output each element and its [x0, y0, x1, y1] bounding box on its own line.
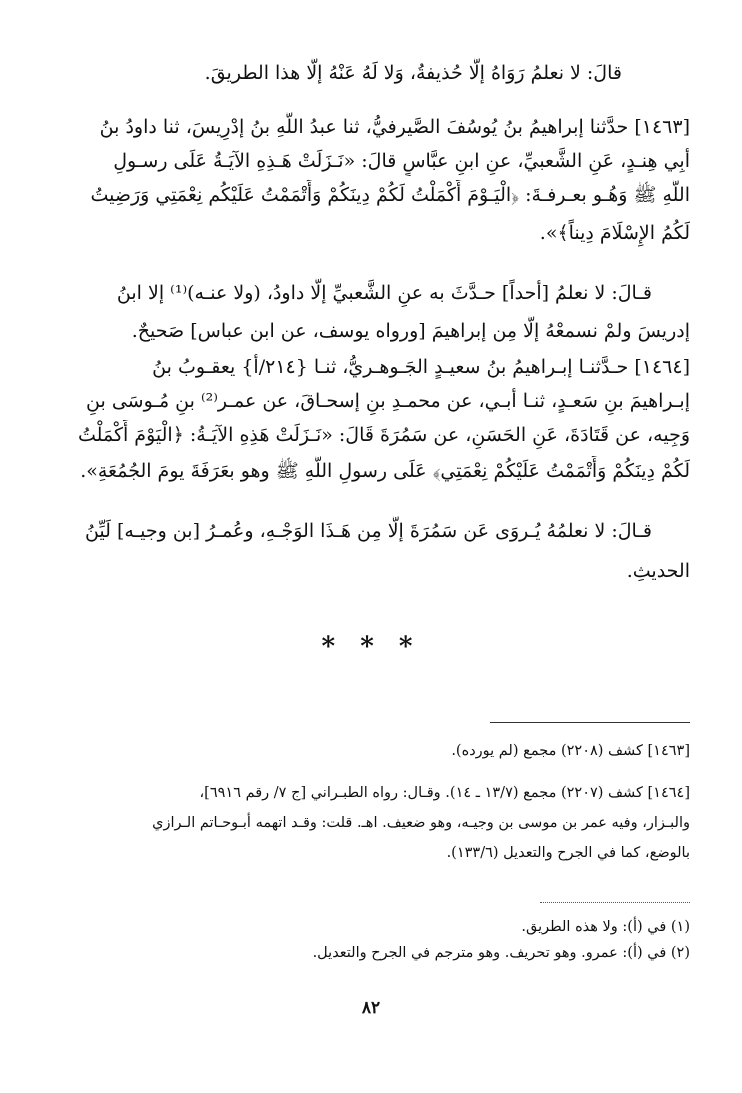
text-line-12: قـالَ: لا نعلمُهُ يُـروَى عَن سَمُرَةَ إلَّا مِن هَـذَا الوَجْـهِ، وعُمـرُ [بن وجيـه] لَيِّنُ	[84, 520, 652, 542]
text-line-10: وَجِيه، عن قَتَادَةَ، عَنِ الحَسَنِ، عن سَمُرَةَ قَالَ: «نَـزَلَتْ هَذِهِ الآيَـةُ: ﴿الْيَوْمَ أَكْمَلْتُ	[78, 424, 690, 446]
separator-stars: * * *	[321, 632, 421, 662]
note-line-2: (٢) في (أ): عمرو. وهو تحريف. وهو مترجم في الجرح والتعديل.	[312, 945, 690, 961]
notes-dotted-rule	[540, 902, 690, 903]
footnote-line-4: بالوضع، كما في الجرح والتعديل (١٣٣/٦).	[446, 845, 690, 861]
text-line-5: لَكُمُ الإِسْلَامَ دِيناً﴾».	[539, 222, 690, 244]
text-line-3: أبِي هِنـدٍ، عَنِ الشَّعبيِّ، عنِ ابنِ عبَّاسٍ قالَ: «نَـزَلَتْ هَـذِهِ الآيَـةُ عَلَى رسـولِ	[113, 150, 690, 172]
text-line-9: إبـراهيمَ بنِ سَعـدٍ، ثنـا أبـي، عن محمـدِ بنِ إسحـاقَ، عن عمـر⁽²⁾ بنِ مُـوسَى بنِ	[86, 390, 690, 412]
text-line-13: الحديثِ.	[626, 560, 690, 582]
footnote-line-2: [١٤٦٤] كشف (٢٢٠٧) مجمع (١٣/٧ ـ ١٤). وقـال: رواه الطبـراني [ج ٧/ رقم ٦٩١٦]،	[199, 785, 690, 801]
note-line-1: (١) في (أ): ولا هذه الطريق.	[521, 919, 690, 935]
text-line-6: قـالَ: لا نعلمُ [أحداً] حـدَّثَ به عنِ الشَّعبيِّ إلَّا داودُ، (ولا عنـه)⁽¹⁾ إلا ابنُ	[116, 282, 652, 304]
text-line-7: إدريسَ ولمْ نسمعْهُ إلَّا مِن إبراهيمَ [ورواه يوسف، عن ابن عباس] صَحيحٌ.	[131, 320, 690, 342]
text-line-11: لَكُمْ دِينَكُمْ وَأَتْمَمْتُ عَلَيْكُمْ نِعْمَتِي﴾ عَلَى رسولِ اللَّهِ ﷺ وهو بعَرَفَةَ يومَ الجُمُعَةِ».	[80, 460, 690, 482]
text-line-2: [١٤٦٣] حدَّثنا إبراهيمُ بنُ يُوسُفَ الصَّيرفيُّ، ثنا عبدُ اللَّهِ بنُ إدْرِيسَ، ثنا داودُ بنُ	[99, 116, 690, 138]
footnote-rule	[490, 722, 690, 723]
text-line-8: [١٤٦٤] حـدَّثنـا إبـراهيمُ بنُ سعيـدٍ الجَـوهـريُّ، ثنـا {٢١٤/أ} يعقـوبُ بنُ	[152, 356, 690, 378]
footnote-line-3: والبـزار، وفيه عمر بن موسى بن وجيـه، وهو ضعيف. اهـ. قلت: وقـد اتهمه أبـوحـاتم الـرازي	[152, 815, 690, 831]
footnote-line-1: [١٤٦٣] كشف (٢٢٠٨) مجمع (لم يورده).	[451, 743, 690, 759]
text-line-1: قالَ: لا نعلمُ رَوَاهُ إلَّا حُذيفةُ، وَلا لَهُ عَنْهُ إلَّا هذا الطريقَ.	[204, 62, 622, 84]
text-line-4: اللَّهِ ﷺ وَهُـو بعـرفـةَ: ﴿الْيَـوْمَ أَكْمَلْتُ لَكُمْ دِينَكُمْ وَأَتْمَمْتُ عَلَيْكُم نِعْمَتِي وَرَضِيتُ	[90, 184, 690, 206]
page-number: ٨٢	[361, 998, 381, 1018]
